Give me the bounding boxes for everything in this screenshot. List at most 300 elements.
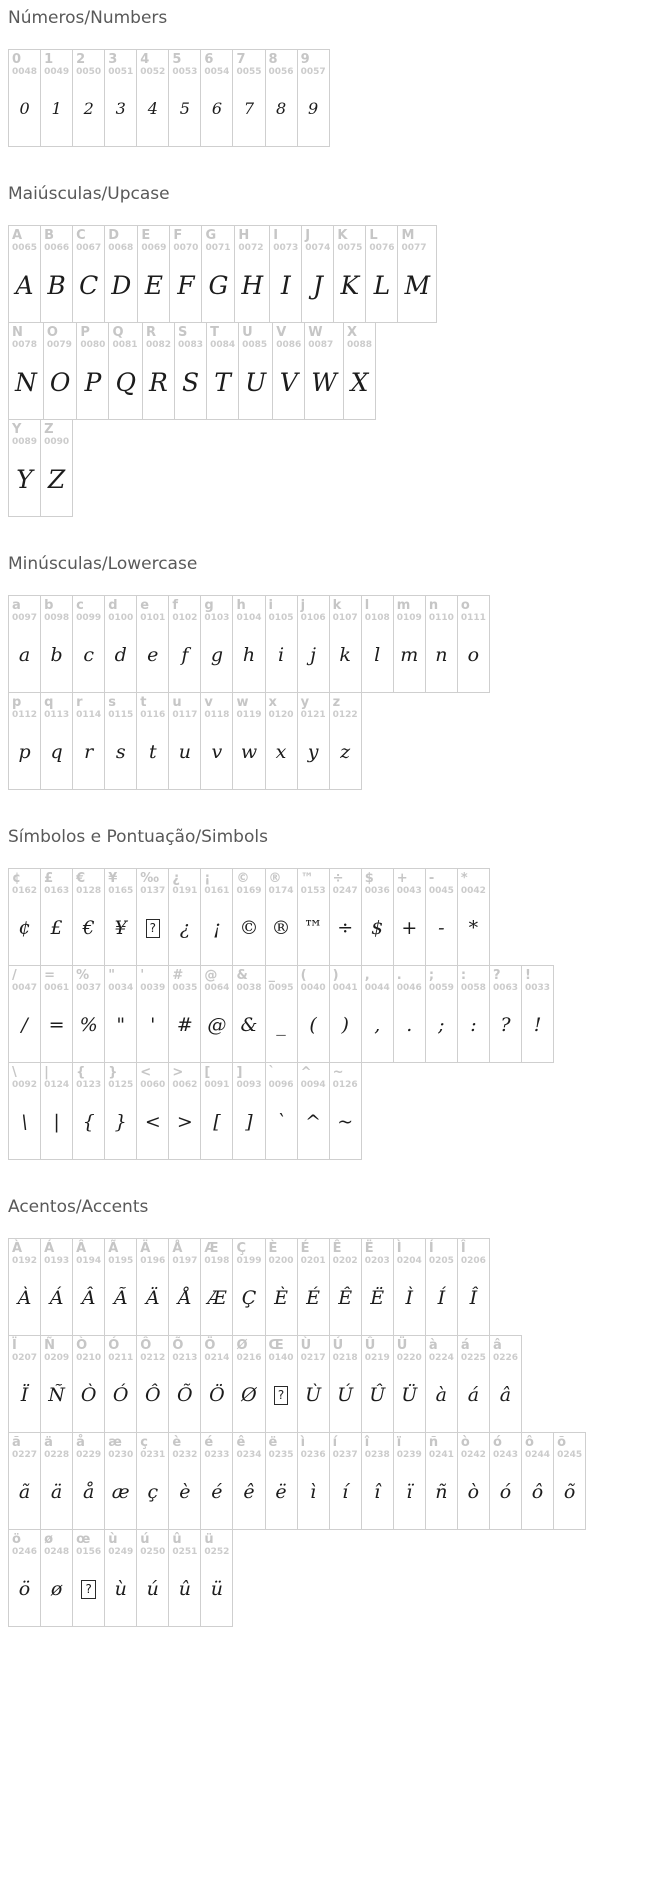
- char-glyph: :: [470, 1013, 477, 1036]
- char-label: R: [145, 325, 156, 340]
- char-code: 0217: [300, 1353, 326, 1363]
- char-cell-head: [41, 1063, 72, 1091]
- glyph-area: [138, 254, 169, 322]
- char-cell-head: [458, 1336, 489, 1364]
- char-glyph: Â: [81, 1286, 96, 1309]
- char-glyph: Å: [177, 1286, 192, 1309]
- char-glyph: W: [311, 367, 337, 397]
- glyph-area: [105, 1558, 136, 1626]
- char-code: 0200: [268, 1256, 294, 1266]
- char-cell-0037: [72, 966, 104, 1062]
- char-cell-head: [44, 323, 77, 351]
- char-label: r: [76, 695, 83, 710]
- char-code: 0118: [204, 710, 230, 720]
- char-label: i: [268, 598, 273, 613]
- char-cell-0087: [304, 323, 343, 419]
- glyph-area: [175, 351, 206, 419]
- char-cell-head: [394, 966, 425, 994]
- char-glyph: y: [307, 740, 319, 763]
- char-cell-0249: [104, 1530, 136, 1626]
- char-cell-head: [77, 323, 108, 351]
- char-cell-head: [266, 869, 297, 897]
- char-label: O: [46, 325, 58, 340]
- char-code: 0042: [460, 886, 486, 896]
- char-cell-0241: [425, 1433, 457, 1529]
- glyph-area: [330, 721, 361, 789]
- char-label: |: [44, 1065, 49, 1080]
- char-cell-head: [330, 1336, 361, 1364]
- char-label: Ì: [396, 1241, 402, 1256]
- char-label: m: [396, 598, 411, 613]
- char-label: Ñ: [44, 1338, 55, 1353]
- char-code: 0218: [332, 1353, 358, 1363]
- char-cell-0080: [76, 323, 108, 419]
- char-cell-head: [109, 323, 142, 351]
- glyph-area: [105, 721, 136, 789]
- char-label: Z: [44, 422, 54, 437]
- glyph-area: [41, 624, 72, 692]
- char-cell-0083: [174, 323, 206, 419]
- char-cell-0088: [343, 323, 375, 419]
- char-code: 0191: [172, 886, 198, 896]
- char-cell-0227: [9, 1433, 40, 1529]
- char-cell-head: [41, 1530, 72, 1558]
- missing-glyph-box: ?: [274, 1386, 288, 1405]
- char-code: 0059: [428, 983, 454, 993]
- char-cell-head: [201, 1239, 232, 1267]
- char-label: å: [76, 1435, 85, 1450]
- char-glyph: ~: [337, 1110, 354, 1133]
- char-cell-head: [362, 1433, 393, 1461]
- glyph-area: [9, 78, 40, 146]
- char-glyph: ò: [467, 1480, 480, 1503]
- char-label: í: [332, 1435, 338, 1450]
- glyph-area: [137, 897, 168, 965]
- glyph-area: [44, 351, 77, 419]
- char-cell-head: [169, 50, 200, 78]
- char-cell-head: [298, 1239, 329, 1267]
- char-glyph: q: [50, 740, 63, 763]
- char-cell-0109: [393, 596, 425, 692]
- char-cell-0051: [104, 50, 136, 146]
- char-label: Ê: [332, 1241, 342, 1256]
- char-cell-head: [73, 869, 104, 897]
- char-code: 0116: [140, 710, 166, 720]
- glyph-area: [169, 1558, 200, 1626]
- char-cell-0243: [489, 1433, 521, 1529]
- char-code: 0081: [112, 340, 138, 350]
- char-glyph: è: [179, 1480, 191, 1503]
- char-label: I: [273, 228, 279, 243]
- char-glyph: p: [18, 740, 31, 763]
- glyph-area: [490, 1364, 521, 1432]
- char-cell-0069: [137, 226, 169, 322]
- char-code: 0098: [44, 613, 70, 623]
- char-cell-head: [344, 323, 375, 351]
- glyph-area: [105, 1091, 136, 1159]
- glyph-area: [137, 1364, 168, 1432]
- char-cell-head: [105, 1239, 136, 1267]
- char-label: Ò: [76, 1338, 88, 1353]
- char-glyph: =: [48, 1013, 65, 1036]
- char-label: _: [268, 968, 275, 983]
- char-code: 0213: [172, 1353, 198, 1363]
- glyph-area: [522, 1461, 553, 1529]
- glyph-area: [458, 1267, 489, 1335]
- char-glyph: z: [340, 740, 351, 763]
- char-cell-head: [105, 226, 137, 254]
- char-cell-0095: [265, 966, 297, 1062]
- char-cell-0207: [9, 1336, 40, 1432]
- char-glyph: ú: [146, 1577, 159, 1600]
- char-cell-head: [298, 1433, 329, 1461]
- char-cell-0075: [333, 226, 365, 322]
- char-cell-head: [298, 1336, 329, 1364]
- char-cell-0128: [72, 869, 104, 965]
- char-cell-head: [298, 693, 329, 721]
- glyph-area: [41, 897, 72, 965]
- char-glyph: F: [177, 270, 195, 300]
- char-code: 0065: [12, 243, 38, 253]
- char-cell-0081: [108, 323, 142, 419]
- char-glyph: C: [79, 270, 99, 300]
- char-cell-head: [9, 693, 40, 721]
- char-glyph: 7: [243, 99, 255, 118]
- section-title-accents: Acentos/Accents: [8, 1197, 149, 1217]
- char-row: [8, 322, 376, 420]
- char-cell-head: [137, 869, 168, 897]
- char-label: ù: [108, 1532, 118, 1547]
- char-code: 0119: [236, 710, 262, 720]
- char-cell-head: [105, 693, 136, 721]
- char-glyph: Ü: [401, 1383, 418, 1406]
- char-label: ó: [492, 1435, 502, 1450]
- missing-glyph-box: ?: [81, 1580, 95, 1599]
- char-cell-0044: [361, 966, 393, 1062]
- char-cell-0174: [265, 869, 297, 965]
- glyph-area: [9, 1558, 40, 1626]
- char-code: 0045: [428, 886, 454, 896]
- char-cell-0196: [136, 1239, 168, 1335]
- char-code: 0083: [178, 340, 204, 350]
- char-glyph: -: [438, 916, 445, 939]
- char-code: 0066: [44, 243, 70, 253]
- char-label: Î: [460, 1241, 466, 1256]
- char-code: 0241: [428, 1450, 454, 1460]
- char-cell-0200: [265, 1239, 297, 1335]
- glyph-area: [169, 1364, 200, 1432]
- glyph-area: [41, 1364, 72, 1432]
- char-label: ¿: [172, 871, 180, 886]
- char-cell-0213: [168, 1336, 200, 1432]
- char-code: 0163: [44, 886, 70, 896]
- char-cell-head: [41, 420, 72, 448]
- char-label: 1: [44, 52, 54, 67]
- glyph-area: [233, 78, 264, 146]
- char-code: 0047: [12, 983, 38, 993]
- char-cell-head: [330, 1063, 361, 1091]
- char-glyph: T: [214, 367, 231, 397]
- char-glyph: Î: [469, 1286, 478, 1309]
- char-code: 0058: [460, 983, 486, 993]
- char-glyph: Ã: [113, 1286, 128, 1309]
- char-cell-head: [394, 1336, 425, 1364]
- char-glyph: m: [400, 643, 419, 666]
- char-glyph: M: [404, 270, 431, 300]
- char-row: [8, 225, 437, 323]
- char-label: ‰: [140, 871, 159, 886]
- glyph-area: [41, 448, 72, 516]
- char-cell-head: [169, 869, 200, 897]
- char-code: 0084: [210, 340, 236, 350]
- char-label: j: [300, 598, 306, 613]
- char-code: 0076: [369, 243, 395, 253]
- char-code: 0057: [300, 67, 326, 77]
- char-cell-0193: [40, 1239, 72, 1335]
- char-cell-0097: [9, 596, 40, 692]
- char-code: 0099: [76, 613, 102, 623]
- glyph-area: [233, 1091, 264, 1159]
- glyph-area: [105, 1267, 136, 1335]
- char-code: 0202: [332, 1256, 358, 1266]
- char-code: 0112: [12, 710, 38, 720]
- char-code: 0210: [76, 1353, 102, 1363]
- glyph-area: [302, 254, 333, 322]
- char-cell-0096: [265, 1063, 297, 1159]
- char-glyph: £: [50, 916, 63, 939]
- char-code: 0060: [140, 1080, 166, 1090]
- char-code: 0053: [172, 67, 198, 77]
- char-cell-0050: [72, 50, 104, 146]
- char-label: ô: [525, 1435, 534, 1450]
- char-label: N: [12, 325, 23, 340]
- char-cell-0212: [136, 1336, 168, 1432]
- char-cell-0066: [40, 226, 72, 322]
- glyph-area: [73, 624, 104, 692]
- char-code: 0103: [204, 613, 230, 623]
- char-cell-head: [426, 596, 457, 624]
- char-cell-0093: [232, 1063, 264, 1159]
- char-code: 0072: [238, 243, 264, 253]
- char-glyph: A: [15, 270, 34, 300]
- char-cell-0067: [72, 226, 104, 322]
- section-title-lowercase: Minúsculas/Lowercase: [8, 554, 198, 574]
- char-cell-0042: [457, 869, 489, 965]
- section-title-numbers: Números/Numbers: [8, 8, 168, 28]
- char-cell-head: [137, 1433, 168, 1461]
- char-cell-0163: [40, 869, 72, 965]
- char-cell-head: [201, 1336, 232, 1364]
- char-cell-head: [169, 1239, 200, 1267]
- glyph-area: [330, 1461, 361, 1529]
- char-code: 0219: [364, 1353, 390, 1363]
- char-cell-head: [362, 966, 393, 994]
- char-label: a: [12, 598, 21, 613]
- char-cell-head: [233, 1336, 264, 1364]
- char-cell-0056: [265, 50, 297, 146]
- char-code: 0091: [204, 1080, 230, 1090]
- char-label: Y: [12, 422, 22, 437]
- char-glyph: Û: [369, 1383, 386, 1406]
- char-code: 0128: [76, 886, 102, 896]
- char-cell-0211: [104, 1336, 136, 1432]
- char-code: 0199: [236, 1256, 262, 1266]
- char-cell-0112: [9, 693, 40, 789]
- glyph-area: [9, 1364, 40, 1432]
- char-cell-head: [266, 596, 297, 624]
- char-code: 0089: [12, 437, 38, 447]
- char-cell-0245: [553, 1433, 585, 1529]
- glyph-area: [137, 721, 168, 789]
- char-code: 0097: [12, 613, 38, 623]
- char-cell-head: [266, 1239, 297, 1267]
- char-cell-head: [233, 869, 264, 897]
- char-cell-head: [330, 869, 361, 897]
- glyph-area: [330, 1364, 361, 1432]
- char-cell-0059: [425, 966, 457, 1062]
- char-cell-head: [426, 1336, 457, 1364]
- glyph-area: [298, 78, 329, 146]
- char-code: 0239: [396, 1450, 422, 1460]
- char-label: ñ: [428, 1435, 439, 1450]
- char-cell-head: [362, 596, 393, 624]
- glyph-area: [330, 897, 361, 965]
- char-cell-head: [9, 1239, 40, 1267]
- char-cell-0076: [365, 226, 397, 322]
- char-glyph: L: [373, 270, 391, 300]
- char-glyph: u: [178, 740, 191, 763]
- char-code: 0120: [268, 710, 294, 720]
- char-label: .: [396, 968, 402, 983]
- glyph-area: [266, 624, 297, 692]
- char-code: 0231: [140, 1450, 166, 1460]
- char-label: !: [525, 968, 531, 983]
- char-cell-0118: [200, 693, 232, 789]
- glyph-area: [233, 1267, 264, 1335]
- glyph-area: [143, 351, 174, 419]
- char-glyph: ¿: [179, 916, 190, 939]
- char-cell-head: [137, 1063, 168, 1091]
- char-cell-head: [398, 226, 436, 254]
- char-label: C: [76, 228, 86, 243]
- char-glyph: Á: [49, 1286, 64, 1309]
- char-code: 0228: [44, 1450, 70, 1460]
- char-glyph: ï: [406, 1480, 413, 1503]
- char-glyph: R: [149, 367, 168, 397]
- char-glyph: Ø: [241, 1383, 257, 1406]
- char-cell-head: [334, 226, 365, 254]
- char-cell-head: [207, 323, 238, 351]
- char-row: [8, 1062, 362, 1160]
- char-cell-head: [270, 226, 301, 254]
- char-label: ¡: [204, 871, 211, 886]
- char-code: 0044: [364, 983, 390, 993]
- char-cell-head: [169, 693, 200, 721]
- char-glyph: ®: [271, 916, 291, 939]
- char-label: à: [428, 1338, 438, 1353]
- char-cell-head: [201, 596, 232, 624]
- char-cell-0043: [393, 869, 425, 965]
- char-cell-head: [201, 1530, 232, 1558]
- char-glyph: ]: [245, 1110, 253, 1133]
- char-cell-0123: [72, 1063, 104, 1159]
- char-label: V: [276, 325, 287, 340]
- char-row: [8, 692, 362, 790]
- char-cell-0204: [393, 1239, 425, 1335]
- char-cell-head: [201, 50, 232, 78]
- char-label: P: [80, 325, 90, 340]
- glyph-area: [9, 448, 40, 516]
- char-code: 0043: [396, 886, 422, 896]
- char-label: Å: [172, 1241, 183, 1256]
- char-glyph: _: [276, 1013, 286, 1036]
- char-glyph: P: [84, 367, 102, 397]
- glyph-area: [137, 1461, 168, 1529]
- char-cell-0049: [40, 50, 72, 146]
- char-label: H: [238, 228, 250, 243]
- glyph-area: [266, 78, 297, 146]
- char-cell-0055: [232, 50, 264, 146]
- char-cell-head: [201, 869, 232, 897]
- char-glyph: €: [82, 916, 95, 939]
- char-glyph: O: [49, 367, 71, 397]
- char-cell-0098: [40, 596, 72, 692]
- char-cell-head: [233, 1433, 264, 1461]
- char-cell-0125: [104, 1063, 136, 1159]
- char-cell-head: [426, 1239, 457, 1267]
- char-cell-0233: [200, 1433, 232, 1529]
- char-glyph: ^: [305, 1110, 322, 1133]
- char-cell-0073: [269, 226, 301, 322]
- char-code: 0068: [108, 243, 134, 253]
- glyph-area: [207, 351, 238, 419]
- char-glyph: Æ: [207, 1286, 227, 1309]
- glyph-area: [233, 994, 264, 1062]
- char-cell-0235: [265, 1433, 297, 1529]
- char-cell-head: [458, 869, 489, 897]
- glyph-area: [201, 1091, 232, 1159]
- char-code: 0250: [140, 1547, 166, 1557]
- char-label: ]: [236, 1065, 243, 1080]
- glyph-area: [41, 1091, 72, 1159]
- char-glyph: á: [467, 1383, 480, 1406]
- char-cell-0120: [265, 693, 297, 789]
- char-cell-head: [105, 1063, 136, 1091]
- char-cell-0082: [142, 323, 174, 419]
- char-cell-0086: [272, 323, 304, 419]
- glyph-area: [458, 994, 489, 1062]
- glyph-area: [169, 78, 200, 146]
- glyph-area: [169, 1267, 200, 1335]
- glyph-area: [41, 254, 72, 322]
- char-label: g: [204, 598, 214, 613]
- char-glyph: D: [111, 270, 132, 300]
- char-glyph: û: [178, 1577, 191, 1600]
- char-label: ò: [460, 1435, 470, 1450]
- char-code: 0209: [44, 1353, 70, 1363]
- char-cell-head: [9, 1433, 40, 1461]
- char-label: L: [369, 228, 378, 243]
- glyph-area: [273, 351, 304, 419]
- char-glyph: ä: [50, 1480, 63, 1503]
- char-cell-0217: [297, 1336, 329, 1432]
- char-label: â: [492, 1338, 502, 1353]
- char-glyph: %: [79, 1013, 98, 1036]
- char-label: ": [108, 968, 115, 983]
- char-label: ø: [44, 1532, 53, 1547]
- glyph-area: [398, 254, 436, 322]
- glyph-area: [344, 351, 375, 419]
